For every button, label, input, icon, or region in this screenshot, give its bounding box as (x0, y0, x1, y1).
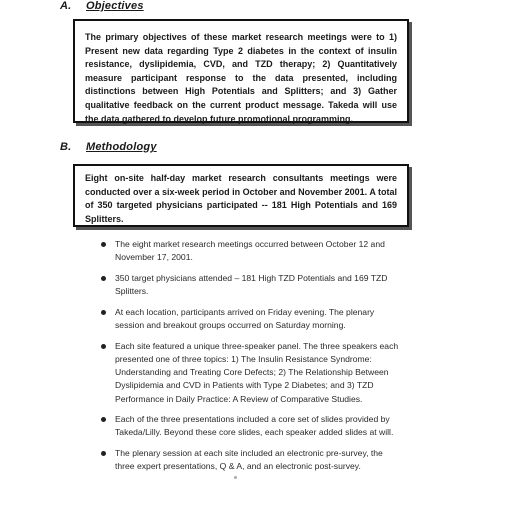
section-a-letter: A. (60, 0, 72, 12)
bullet-icon (101, 417, 106, 422)
scan-speck (234, 476, 237, 479)
bullet-text: The eight market research meetings occurred between October 12 and November 17, 2001. (115, 239, 385, 263)
bullet-text: At each location, participants arrived on Friday evening. The plenary session and breakout groups occurred on Saturday morning. (115, 306, 375, 331)
methodology-box (73, 164, 409, 227)
bullet-icon (101, 344, 106, 349)
bullet-text: The plenary session at each site included an electronic pre-survey, the three expert presentations, Q & A, and an electronic post-survey. (115, 448, 383, 472)
section-b-letter: B. (60, 141, 72, 153)
methodology-summary-text: Eight on-site half-day market research consultants meetings were conducted over a six-week period in October and November 2001. A total of 350 targeted physicians participated -- 181 High Potentials and 169 Splitters. (85, 173, 397, 224)
bullet-icon (101, 276, 106, 281)
bullet-icon (101, 451, 106, 456)
objectives-box (73, 19, 409, 123)
bullet-icon (101, 310, 106, 315)
list-item (97, 306, 403, 332)
bullet-text: 350 target physicians attended – 181 High TZD Potentials and 169 TZD Splitters. (115, 272, 388, 297)
section-b-title: Methodology (86, 141, 157, 153)
list-item (97, 238, 403, 264)
list-item (97, 413, 403, 439)
list-item (97, 272, 403, 298)
objectives-text: The primary objectives of these market research meetings were to 1) Present new data regarding Type 2 diabetes in the context of insulin resistance, dyslipidemia, CVD, and TZD therapy; 2) Quantitatively measure participant response to the data presented, including distinctions between High Potentials and Splitters; and 3) Gather qualitative feedback on the current product message. Takeda will use the data gathered to develop future promotional programming. (85, 32, 397, 124)
list-item (97, 447, 403, 473)
bullet-text: Each site featured a unique three-speaker panel. The three speakers each presented one of three topics: 1) The Insulin Resistance Syndrome: Understanding and Treating Core Defects; 2) The Relationship Between Dyslipidemia and CVD in Patients with Type 2 Diabetes; and 3) TZD Performance in Daily Practice: A Review of Comparative Studies. (115, 340, 399, 404)
section-b-heading (60, 141, 157, 153)
section-a-title: Objectives (86, 0, 144, 12)
methodology-bullet-list (97, 238, 403, 481)
section-a-heading (60, 0, 144, 12)
bullet-text: Each of the three presentations included a core set of slides provided by Takeda/Lilly. Beyond these core slides, each speaker added slides at will. (115, 414, 394, 438)
list-item (97, 340, 403, 406)
bullet-icon (101, 242, 106, 247)
